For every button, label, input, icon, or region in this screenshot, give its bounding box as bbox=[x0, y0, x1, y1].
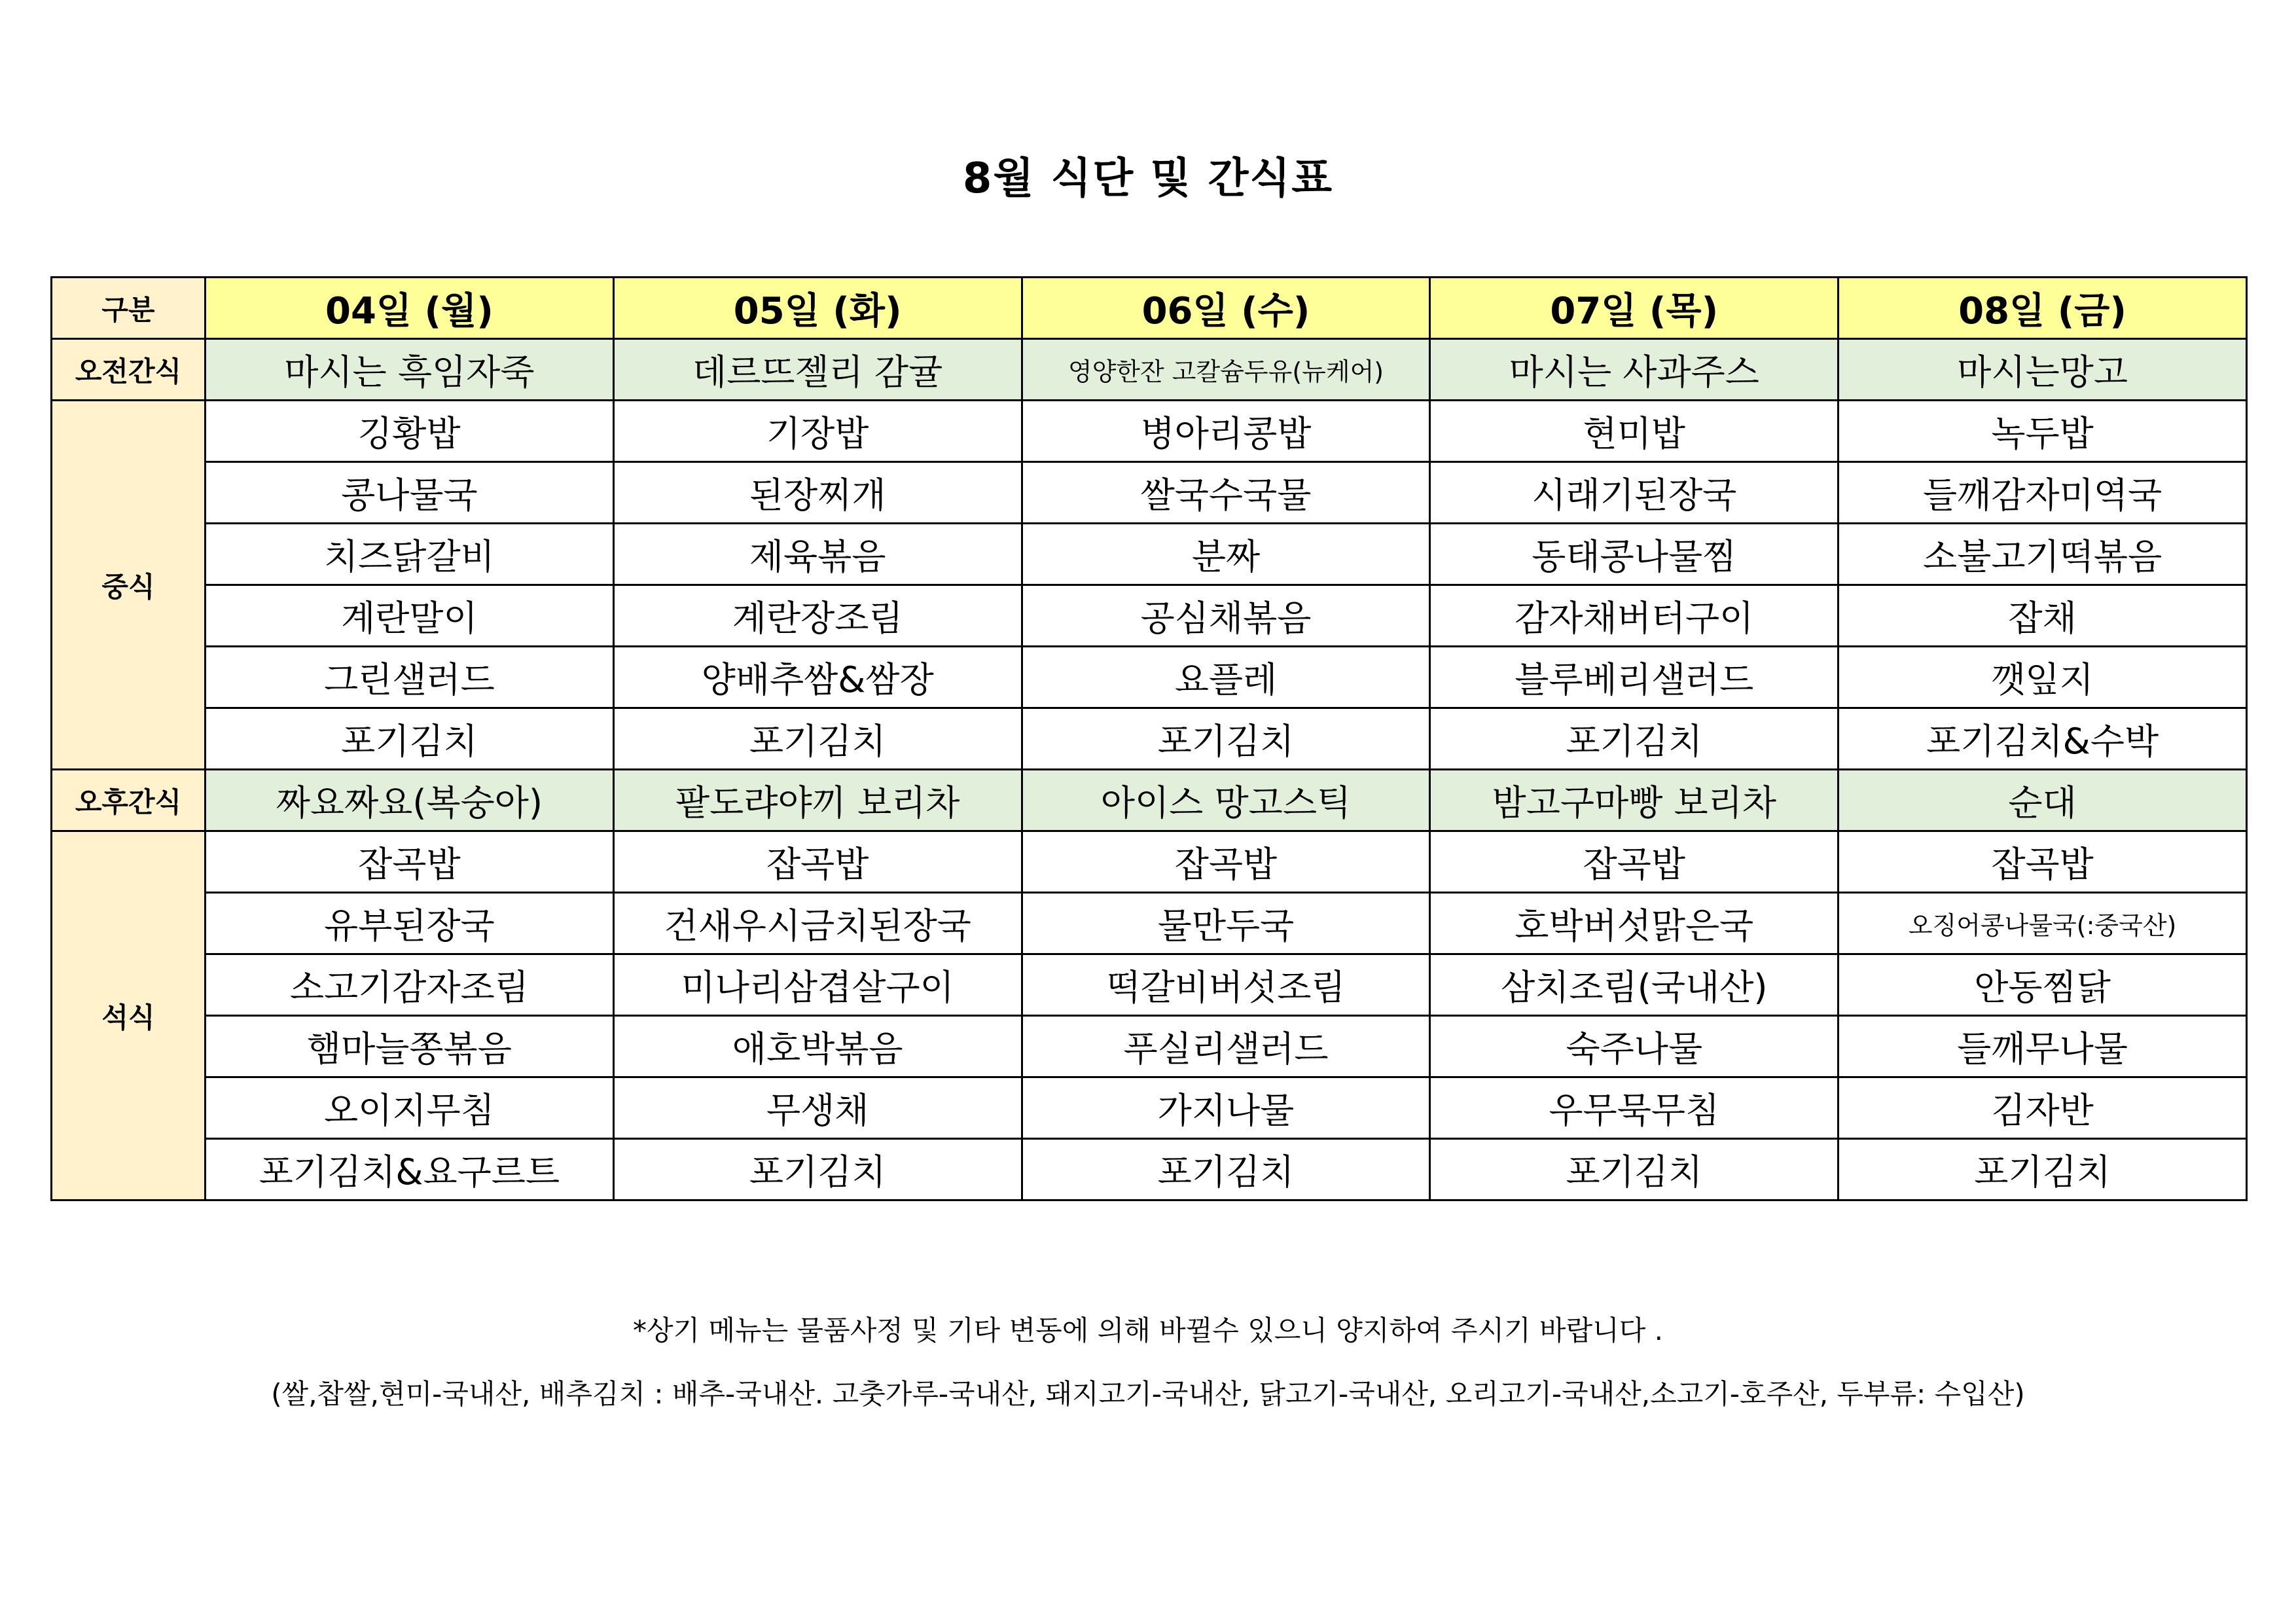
lunch-cell: 병아리콩밥 bbox=[1022, 401, 1430, 462]
meal-schedule-table bbox=[50, 276, 2248, 1201]
dinner-cell: 떡갈비버섯조림 bbox=[1022, 954, 1430, 1016]
day-header: 04일 (월) bbox=[206, 278, 614, 339]
dinner-row bbox=[52, 1139, 2247, 1200]
lunch-cell: 치즈닭갈비 bbox=[206, 524, 614, 585]
dinner-cell: 오징어콩나물국(:중국산) bbox=[1839, 893, 2247, 954]
dinner-cell: 잡곡밥 bbox=[613, 831, 1022, 893]
dinner-cell: 포기김치 bbox=[1839, 1139, 2247, 1200]
lunch-cell: 콩나물국 bbox=[206, 462, 614, 524]
lunch-cell: 계란말이 bbox=[206, 585, 614, 647]
lunch-cell: 시래기된장국 bbox=[1430, 462, 1839, 524]
dinner-cell: 가지나물 bbox=[1022, 1077, 1430, 1139]
lunch-cell: 블루베리샐러드 bbox=[1430, 647, 1839, 708]
dinner-cell: 푸실리샐러드 bbox=[1022, 1016, 1430, 1077]
dinner-row bbox=[52, 831, 2247, 893]
lunch-cell: 포기김치 bbox=[206, 708, 614, 770]
lunch-cell: 들깨감자미역국 bbox=[1839, 462, 2247, 524]
lunch-cell: 요플레 bbox=[1022, 647, 1430, 708]
page-title: 8월 식단 및 간식표 bbox=[962, 154, 1334, 203]
dinner-cell: 소고기감자조림 bbox=[206, 954, 614, 1016]
day-header: 08일 (금) bbox=[1839, 278, 2247, 339]
day-header: 05일 (화) bbox=[613, 278, 1022, 339]
dinner-cell: 잡곡밥 bbox=[206, 831, 614, 893]
lunch-cell: 포기김치&수박 bbox=[1839, 708, 2247, 770]
afternoon-snack-cell: 순대 bbox=[1839, 770, 2247, 831]
afternoon-snack-label: 오후간식 bbox=[52, 770, 206, 831]
dinner-cell: 오이지무침 bbox=[206, 1077, 614, 1139]
morning-snack-cell: 영양한잔 고칼슘두유(뉴케어) bbox=[1022, 339, 1430, 401]
lunch-cell: 쌀국수국물 bbox=[1022, 462, 1430, 524]
menu-change-notice: *상기 메뉴는 물품사정 및 기타 변동에 의해 바뀔수 있으니 양지하여 주시기 바랍니다 . bbox=[632, 1314, 1663, 1346]
lunch-cell: 현미밥 bbox=[1430, 401, 1839, 462]
lunch-row bbox=[52, 462, 2247, 524]
dinner-cell: 포기김치 bbox=[1430, 1139, 1839, 1200]
morning-snack-label: 오전간식 bbox=[52, 339, 206, 401]
dinner-cell: 들깨무나물 bbox=[1839, 1016, 2247, 1077]
lunch-cell: 기장밥 bbox=[613, 401, 1022, 462]
dinner-cell: 김자반 bbox=[1839, 1077, 2247, 1139]
origin-notice: (쌀,찹쌀,현미-국내산, 배추김치 : 배추-국내산. 고춧가루-국내산, 돼지고기-국내산, 닭고기-국내산, 오리고기-국내산,소고기-호주산, 두부류: 수입산) bbox=[271, 1378, 2025, 1410]
dinner-cell: 잡곡밥 bbox=[1430, 831, 1839, 893]
dinner-cell: 건새우시금치된장국 bbox=[613, 893, 1022, 954]
lunch-label: 중식 bbox=[52, 401, 206, 770]
afternoon-snack-cell: 아이스 망고스틱 bbox=[1022, 770, 1430, 831]
dinner-cell: 무생채 bbox=[613, 1077, 1022, 1139]
dinner-cell: 유부된장국 bbox=[206, 893, 614, 954]
morning-snack-cell: 마시는 흑임자죽 bbox=[206, 339, 614, 401]
lunch-cell: 소불고기떡볶음 bbox=[1839, 524, 2247, 585]
lunch-cell: 양배추쌈&쌈장 bbox=[613, 647, 1022, 708]
lunch-cell: 공심채볶음 bbox=[1022, 585, 1430, 647]
dinner-cell: 숙주나물 bbox=[1430, 1016, 1839, 1077]
afternoon-snack-cell: 밤고구마빵 보리차 bbox=[1430, 770, 1839, 831]
lunch-row bbox=[52, 585, 2247, 647]
day-header: 07일 (목) bbox=[1430, 278, 1839, 339]
dinner-cell: 애호박볶음 bbox=[613, 1016, 1022, 1077]
afternoon-snack-cell: 팥도랴야끼 보리차 bbox=[613, 770, 1022, 831]
dinner-row bbox=[52, 1016, 2247, 1077]
dinner-cell: 포기김치 bbox=[1022, 1139, 1430, 1200]
dinner-cell: 햄마늘쫑볶음 bbox=[206, 1016, 614, 1077]
lunch-row bbox=[52, 524, 2247, 585]
dinner-cell: 호박버섯맑은국 bbox=[1430, 893, 1839, 954]
day-header: 06일 (수) bbox=[1022, 278, 1430, 339]
morning-snack-cell: 마시는망고 bbox=[1839, 339, 2247, 401]
dinner-cell: 우무묵무침 bbox=[1430, 1077, 1839, 1139]
dinner-cell: 미나리삼겹살구이 bbox=[613, 954, 1022, 1016]
lunch-cell: 포기김치 bbox=[1430, 708, 1839, 770]
dinner-cell: 안동찜닭 bbox=[1839, 954, 2247, 1016]
dinner-cell: 잡곡밥 bbox=[1839, 831, 2247, 893]
morning-snack-row bbox=[52, 339, 2247, 401]
lunch-cell: 된장찌개 bbox=[613, 462, 1022, 524]
lunch-cell: 제육볶음 bbox=[613, 524, 1022, 585]
dinner-cell: 삼치조림(국내산) bbox=[1430, 954, 1839, 1016]
dinner-label: 석식 bbox=[52, 831, 206, 1200]
dinner-row bbox=[52, 893, 2247, 954]
lunch-cell: 감자채버터구이 bbox=[1430, 585, 1839, 647]
category-header: 구분 bbox=[52, 278, 206, 339]
lunch-cell: 깅황밥 bbox=[206, 401, 614, 462]
lunch-cell: 분짜 bbox=[1022, 524, 1430, 585]
lunch-row bbox=[52, 401, 2247, 462]
morning-snack-cell: 마시는 사과주스 bbox=[1430, 339, 1839, 401]
dinner-cell: 잡곡밥 bbox=[1022, 831, 1430, 893]
lunch-cell: 잡채 bbox=[1839, 585, 2247, 647]
afternoon-snack-cell: 짜요짜요(복숭아) bbox=[206, 770, 614, 831]
dinner-cell: 포기김치 bbox=[613, 1139, 1022, 1200]
dinner-cell: 포기김치&요구르트 bbox=[206, 1139, 614, 1200]
lunch-cell: 계란장조림 bbox=[613, 585, 1022, 647]
lunch-cell: 포기김치 bbox=[613, 708, 1022, 770]
lunch-row bbox=[52, 647, 2247, 708]
lunch-cell: 깻잎지 bbox=[1839, 647, 2247, 708]
lunch-cell: 포기김치 bbox=[1022, 708, 1430, 770]
lunch-row bbox=[52, 708, 2247, 770]
dinner-cell: 물만두국 bbox=[1022, 893, 1430, 954]
lunch-cell: 동태콩나물찜 bbox=[1430, 524, 1839, 585]
dinner-row bbox=[52, 1077, 2247, 1139]
dinner-row bbox=[52, 954, 2247, 1016]
lunch-cell: 녹두밥 bbox=[1839, 401, 2247, 462]
lunch-cell: 그린샐러드 bbox=[206, 647, 614, 708]
header-row bbox=[52, 278, 2247, 339]
morning-snack-cell: 데르뜨젤리 감귤 bbox=[613, 339, 1022, 401]
afternoon-snack-row bbox=[52, 770, 2247, 831]
